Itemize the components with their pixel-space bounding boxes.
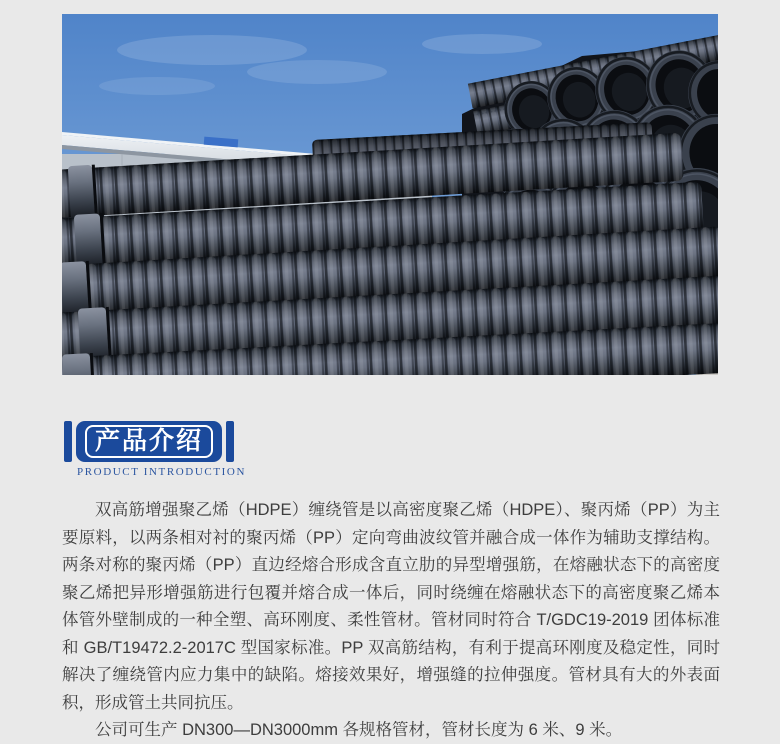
section-header: [64, 421, 246, 478]
front-horizontal-pipes: [62, 130, 718, 375]
product-photo: [62, 14, 718, 375]
description-paragraph-1: 双高筋增强聚乙烯（HDPE）缠绕管是以高密度聚乙烯（HDPE）、聚丙烯（PP）为主要原料，以两条相对衬的聚丙烯（PP）定向弯曲波纹管并融合成一体作为辅助支撑结构。两条对称的聚丙烯（PP）直边经熔合形成含直立肋的异型增强筋，在熔融状态下的高密度聚乙烯把异形增强筋进行包覆并熔合成一体后，同时绕缠在熔融状态下的高密度聚乙烯本体管外壁制成的一种全塑、高环刚度、柔性管材。管材同时符合 T/GDC19-2019 团体标准和 GB/T19472.2-2017C 型国家标准。PP 双高筋结构，有利于提高环刚度及稳定性，同时解决了缠绕管内应力集中的缺陷。熔接效果好，增强缝的拉伸强度。管材具有大的外表面积，形成管土共同抗压。: [62, 501, 720, 712]
section-title-row: [64, 421, 246, 462]
accent-bar-right: [226, 421, 234, 462]
pipes-yard-illustration: [62, 14, 718, 375]
section-subtitle: PRODUCT INTRODUCTION: [77, 466, 246, 478]
section-title-box: [76, 421, 222, 462]
section-title: 产品介绍: [85, 425, 213, 458]
accent-bar-left: [64, 421, 72, 462]
product-description: [62, 497, 720, 744]
description-paragraph-2: 公司可生产 DN300—DN3000mm 各规格管材，管材长度为 6 米、9 米。: [95, 721, 623, 739]
